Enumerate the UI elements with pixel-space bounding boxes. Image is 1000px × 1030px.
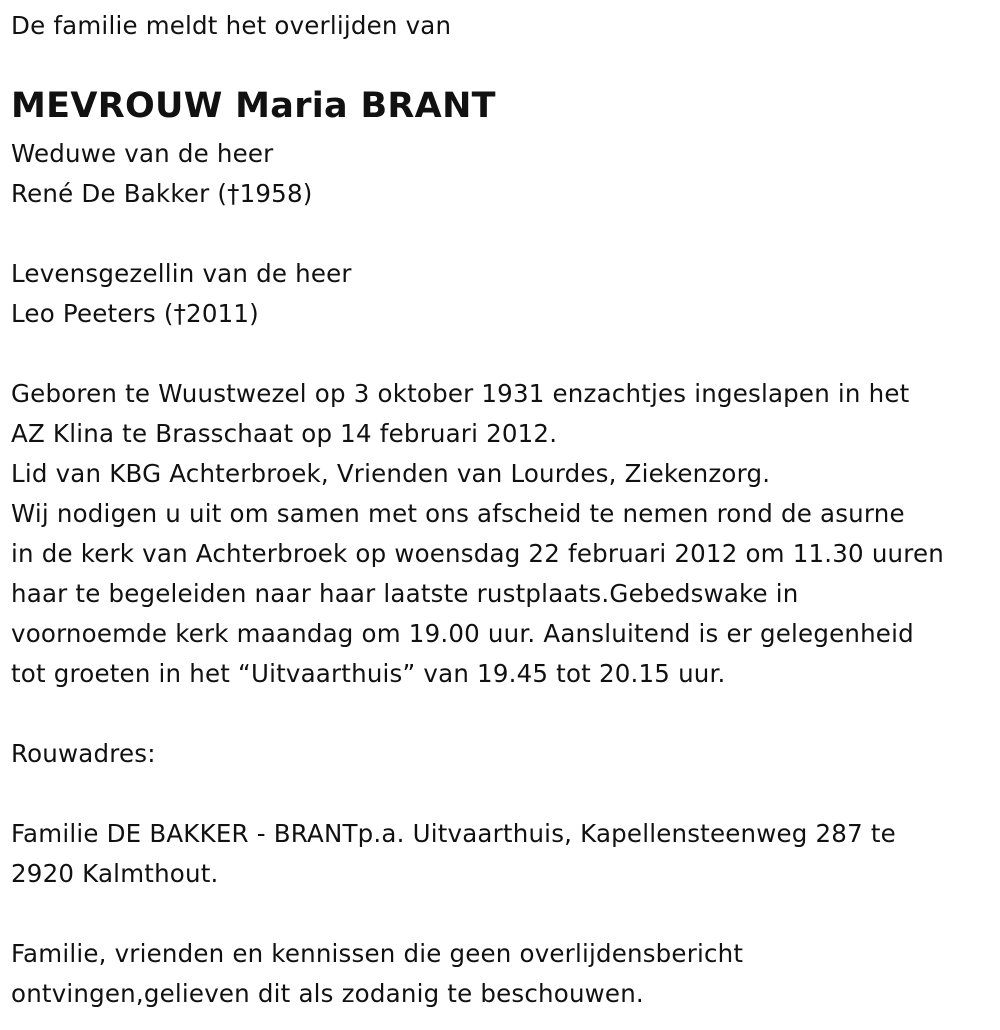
intro-text: De familie meldt het overlijden van	[11, 11, 452, 40]
body-line: Geboren te Wuustwezel op 3 oktober 1931 enzachtjes ingeslapen in het	[11, 379, 910, 408]
deceased-name: MEVROUW Maria BRANT	[11, 86, 496, 126]
address	[11, 814, 896, 894]
body-line: Wij nodigen u uit om samen met ons afscheid te nemen rond de asurne	[11, 499, 905, 528]
body-line: Lid van KBG Achterbroek, Vrienden van Lourdes, Ziekenzorg.	[11, 459, 771, 488]
address-label: Rouwadres:	[11, 739, 156, 768]
body-line: haar te begeleiden naar haar laatste rustplaats.Gebedswake in	[11, 579, 799, 608]
closing-line: ontvingen,gelieven dit als zodanig te beschouwen.	[11, 979, 644, 1008]
closing	[11, 934, 743, 1014]
address-line: 2920 Kalmthout.	[11, 859, 219, 888]
body-text	[11, 374, 944, 694]
partner-label: Levensgezellin van de heer	[11, 259, 352, 288]
relation-widow	[11, 134, 313, 214]
widow-of: René De Bakker (†1958)	[11, 179, 313, 208]
partner-of: Leo Peeters (†2011)	[11, 299, 259, 328]
widow-label: Weduwe van de heer	[11, 139, 274, 168]
body-line: AZ Klina te Brasschaat op 14 februari 2012.	[11, 419, 558, 448]
closing-line: Familie, vrienden en kennissen die geen overlijdensbericht	[11, 939, 744, 968]
address-line: Familie DE BAKKER - BRANTp.a. Uitvaarthuis, Kapellensteenweg 287 te	[11, 819, 896, 848]
body-line: in de kerk van Achterbroek op woensdag 22 februari 2012 om 11.30 uuren	[11, 539, 945, 568]
body-line: tot groeten in het “Uitvaarthuis” van 19.45 tot 20.15 uur.	[11, 659, 726, 688]
body-line: voornoemde kerk maandag om 19.00 uur. Aansluitend is er gelegenheid	[11, 619, 914, 648]
relation-partner	[11, 254, 352, 334]
